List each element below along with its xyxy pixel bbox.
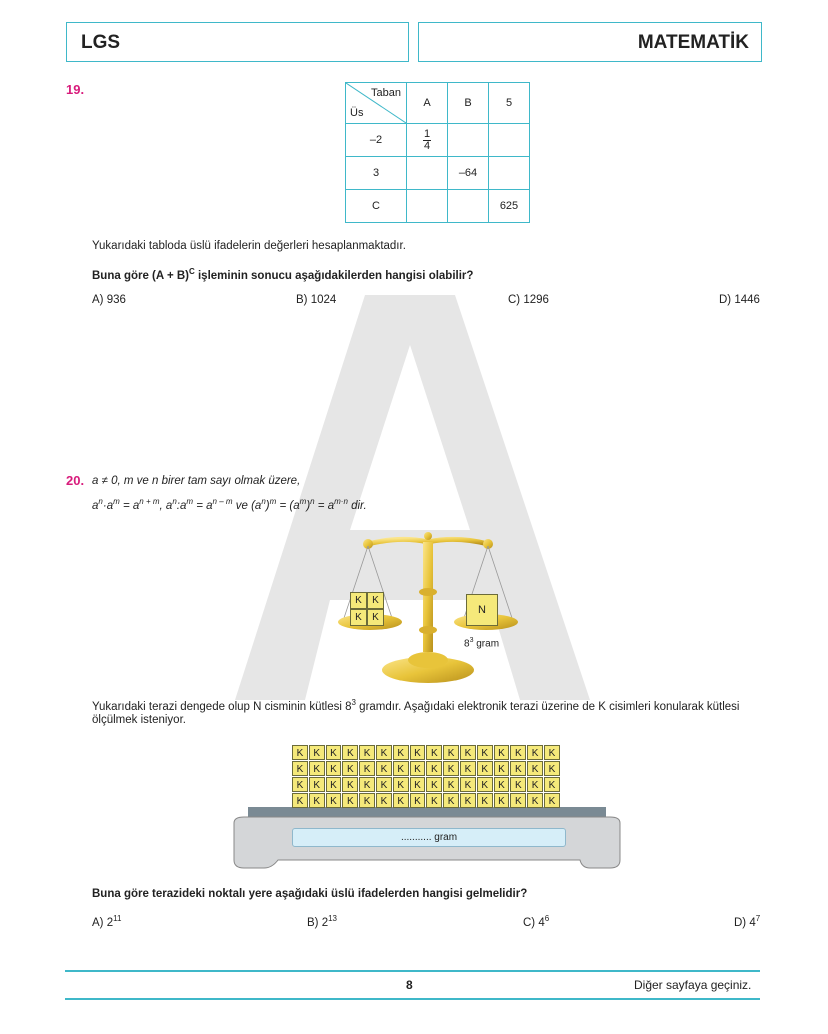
q20-question-text: Buna göre terazideki noktalı yere aşağıdaki üslü ifadelerden hangisi gelmelidir?: [92, 888, 528, 900]
k-block: K: [527, 761, 543, 776]
k-block: K: [309, 777, 325, 792]
table-corner-base: Taban: [371, 87, 401, 99]
q19-option-d[interactable]: D) 1446: [719, 294, 760, 306]
table-cell: [407, 190, 448, 223]
k-block: K: [359, 761, 375, 776]
table-cell: –64: [448, 157, 489, 190]
k-block: K: [494, 745, 510, 760]
k-block: K: [292, 761, 308, 776]
k-block: K: [309, 761, 325, 776]
fraction-numerator: 1: [423, 127, 431, 140]
rule-part: = a: [193, 499, 213, 512]
option-base: B) 2: [307, 916, 329, 929]
k-block: K: [309, 745, 325, 760]
option-exp: 13: [328, 914, 337, 923]
n-block: N: [466, 594, 498, 626]
k-block: K: [527, 777, 543, 792]
q20-description-line1: [92, 698, 740, 713]
next-page-note: Diğer sayfaya geçiniz.: [634, 978, 752, 992]
option-base: A) 2: [92, 916, 114, 929]
k-block: K: [410, 745, 426, 760]
rule-part: ): [306, 499, 311, 512]
q19-option-a[interactable]: A) 936: [92, 294, 126, 306]
q20-desc-post: gramdır. Aşağıdaki elektronik terazi üzerine de K cisimleri konularak kütlesi: [355, 700, 740, 713]
page-number: 8: [406, 978, 413, 992]
q20-exponent-rules: [92, 497, 367, 512]
q20-option-c[interactable]: [523, 914, 549, 929]
q19-question-pre: Buna göre (A + B): [92, 269, 190, 282]
k-block: K: [477, 793, 493, 808]
rule-part: , a: [159, 499, 173, 512]
footer-top-line: [65, 970, 760, 972]
q20-condition-text: a ≠ 0, m ve n birer tam sayı olmak üzere,: [92, 475, 301, 487]
k-block: K: [527, 745, 543, 760]
k-block: K: [342, 761, 358, 776]
rule-sup: n + m: [139, 497, 160, 506]
header-subject-title: MATEMATİK: [637, 32, 749, 53]
option-exp: 6: [544, 914, 550, 923]
k-block-grid: [292, 745, 562, 809]
k-block: K: [376, 761, 392, 776]
rule-part: a: [92, 499, 99, 512]
k-block: K: [426, 777, 442, 792]
k-block: K: [326, 777, 342, 792]
rule-part: dir.: [347, 499, 367, 512]
header-exam-title: LGS: [81, 32, 121, 53]
rule-sup: n – m: [212, 497, 233, 506]
table-cell: [489, 157, 530, 190]
table-col-header: 5: [489, 83, 530, 124]
option-base: C) 4: [523, 916, 545, 929]
k-block: K: [393, 777, 409, 792]
scale-display: ........... gram: [292, 828, 566, 847]
table-row-header: C: [346, 190, 407, 223]
q19-question-post: işleminin sonucu aşağıdakilerden hangisi olabilir?: [194, 269, 474, 282]
k-block: K: [342, 745, 358, 760]
k-block: K: [292, 793, 308, 808]
k-block: K: [410, 761, 426, 776]
question-20-number: 20.: [66, 473, 85, 488]
q20-desc-sup: 3: [351, 698, 356, 707]
k-block: K: [309, 793, 325, 808]
table-cell: [407, 124, 448, 157]
rule-sup: m·n: [334, 497, 348, 506]
k-block: K: [510, 761, 526, 776]
table-col-header: B: [448, 83, 489, 124]
power-table: [345, 82, 530, 223]
k-block: K: [477, 777, 493, 792]
k-block: K: [460, 745, 476, 760]
q19-question-sup: C: [189, 267, 195, 276]
q20-option-d[interactable]: [734, 914, 760, 929]
header-left-box: [66, 22, 409, 62]
q20-description-line2: ölçülmek isteniyor.: [92, 714, 186, 726]
n-mass-base: 8: [464, 638, 470, 650]
k-block: K: [292, 777, 308, 792]
table-row-header: –2: [346, 124, 407, 157]
table-corner-exp: Üs: [350, 107, 364, 119]
k-block: K: [367, 592, 384, 609]
k-block: K: [527, 793, 543, 808]
k-block: K: [367, 609, 384, 626]
k-block: K: [494, 761, 510, 776]
table-cell: 625: [489, 190, 530, 223]
k-block: K: [410, 777, 426, 792]
k-block: K: [426, 793, 442, 808]
k-block: K: [359, 793, 375, 808]
k-block: K: [510, 793, 526, 808]
k-block: K: [326, 761, 342, 776]
table-cell: [489, 124, 530, 157]
k-block: K: [477, 745, 493, 760]
n-mass-unit: gram: [473, 638, 500, 650]
fraction-value: [423, 129, 431, 152]
rule-sup: n: [310, 497, 315, 506]
q20-option-a[interactable]: [92, 914, 121, 929]
k-block: K: [292, 745, 308, 760]
rule-sup: m: [299, 497, 307, 506]
rule-part: ): [265, 499, 270, 512]
k-block: K: [460, 761, 476, 776]
q20-option-b[interactable]: [307, 914, 337, 929]
k-block: K: [342, 777, 358, 792]
k-block: K: [544, 761, 560, 776]
table-corner-cell: [346, 83, 407, 124]
q19-option-c[interactable]: C) 1296: [508, 294, 549, 306]
table-cell: [407, 157, 448, 190]
k-block: K: [350, 609, 367, 626]
q19-option-b[interactable]: B) 1024: [296, 294, 337, 306]
k-block: K: [510, 777, 526, 792]
k-block: K: [510, 745, 526, 760]
k-block: K: [326, 745, 342, 760]
k-block: K: [393, 745, 409, 760]
k-block: K: [443, 793, 459, 808]
k-block: K: [350, 592, 367, 609]
k-block: K: [494, 777, 510, 792]
k-block: K: [410, 793, 426, 808]
k-block: K: [460, 793, 476, 808]
k-block: K: [359, 745, 375, 760]
rule-sup: m: [113, 497, 120, 506]
rule-sup: n: [98, 497, 103, 506]
option-exp: 7: [755, 914, 761, 923]
table-col-header: A: [407, 83, 448, 124]
k-block: K: [443, 745, 459, 760]
k-block: K: [376, 777, 392, 792]
q19-question-text: [92, 267, 473, 282]
k-block: K: [376, 745, 392, 760]
k-block: K: [443, 761, 459, 776]
k-block: K: [443, 777, 459, 792]
k-block: K: [376, 793, 392, 808]
rule-part: = a: [314, 499, 335, 512]
n-mass-exp: 3: [469, 637, 474, 644]
k-block: K: [544, 745, 560, 760]
rule-sup: m: [269, 497, 277, 506]
k-block: K: [359, 777, 375, 792]
k-block: K: [460, 777, 476, 792]
n-mass-label: [464, 637, 499, 649]
k-block: K: [426, 761, 442, 776]
question-19-number: 19.: [66, 82, 85, 97]
k-block: K: [494, 793, 510, 808]
k-block: K: [544, 793, 560, 808]
k-block: K: [326, 793, 342, 808]
q19-intro-text: Yukarıdaki tabloda üslü ifadelerin değerleri hesaplanmaktadır.: [92, 240, 406, 252]
table-cell: [448, 190, 489, 223]
k-block: K: [426, 745, 442, 760]
rule-sup: m: [186, 497, 194, 506]
k-block: K: [393, 761, 409, 776]
option-base: D) 4: [734, 916, 756, 929]
q20-desc-pre: Yukarıdaki terazi dengede olup N cisminin kütlesi 8: [92, 700, 352, 713]
table-row-header: 3: [346, 157, 407, 190]
k-block: K: [393, 793, 409, 808]
rule-part: ve (a: [232, 499, 262, 512]
rule-part: ·a: [102, 499, 114, 512]
rule-part: = (a: [276, 499, 300, 512]
rule-sup: n: [172, 497, 177, 506]
rule-sup: n: [261, 497, 266, 506]
option-exp: 11: [113, 914, 122, 923]
rule-part: = a: [119, 499, 140, 512]
footer-bottom-line: [65, 998, 760, 1000]
k-block: K: [477, 761, 493, 776]
rule-part: :a: [176, 499, 187, 512]
k-block: K: [342, 793, 358, 808]
fraction-denominator: 4: [423, 139, 431, 152]
k-block: K: [544, 777, 560, 792]
header-right-box: [418, 22, 762, 62]
table-cell: [448, 124, 489, 157]
